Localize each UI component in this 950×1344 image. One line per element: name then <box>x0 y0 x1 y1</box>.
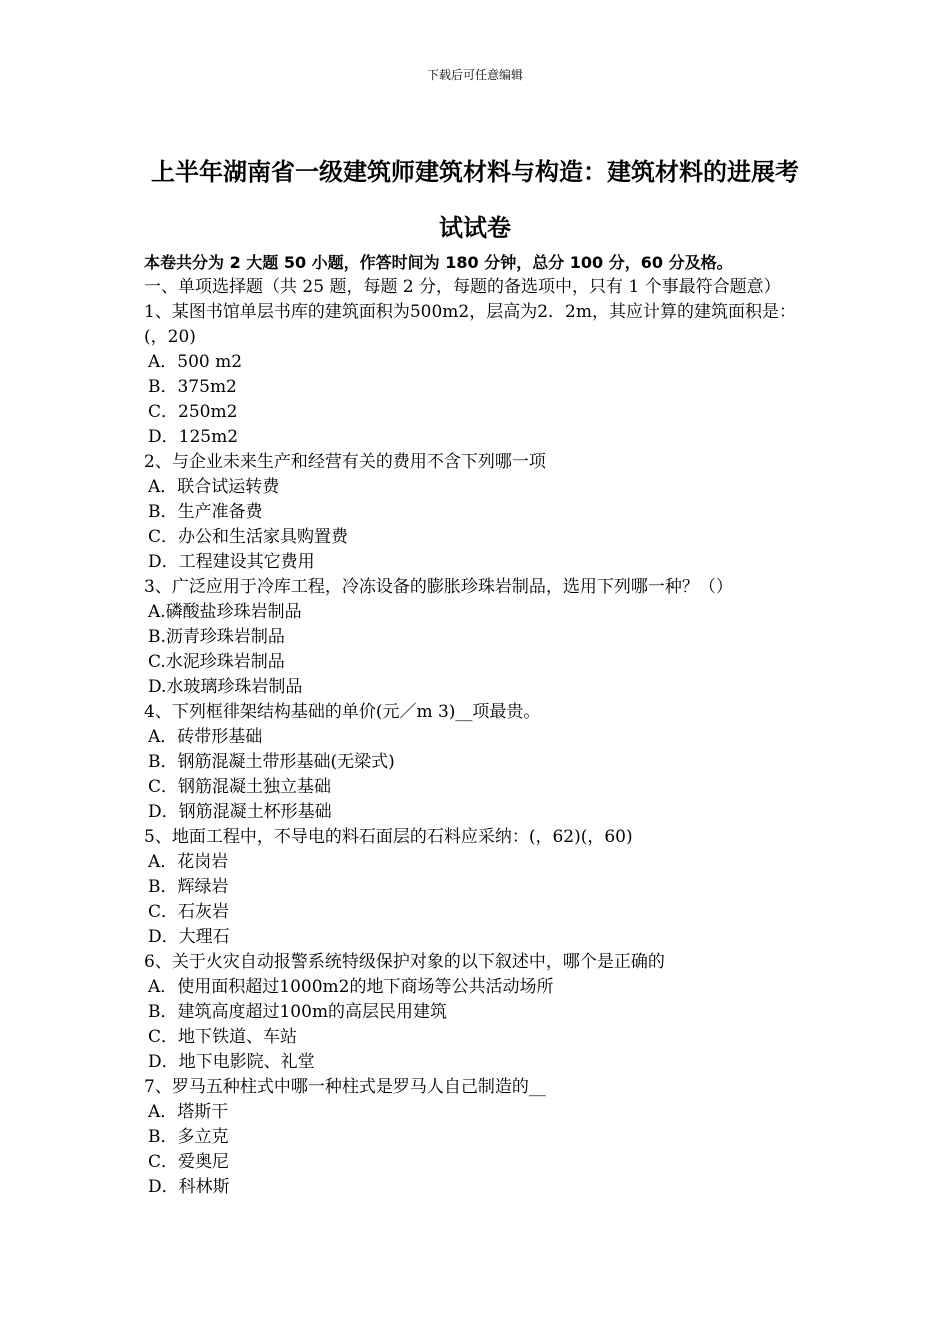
option-d: D.水玻璃珍珠岩制品 <box>148 677 303 697</box>
option-a: A．塔斯干 <box>148 1102 229 1122</box>
question-4 <box>144 700 809 825</box>
option-b: B.沥青珍珠岩制品 <box>148 627 285 647</box>
question-stem: 5、地面工程中，不导电的料石面层的石料应采纳：(，62)(，60) <box>144 827 633 847</box>
option-a: A．花岗岩 <box>148 852 229 872</box>
question-5 <box>144 825 809 950</box>
option-d: D．地下电影院、礼堂 <box>148 1052 315 1072</box>
option-b: B．钢筋混凝土带形基础(无梁式) <box>148 752 395 772</box>
option-b: B．生产准备费 <box>148 502 263 522</box>
option-b: B．辉绿岩 <box>148 877 229 897</box>
option-a: A.磷酸盐珍珠岩制品 <box>148 602 302 622</box>
question-1 <box>144 300 809 450</box>
option-a: A．使用面积超过1000m2的地下商场等公共活动场所 <box>148 977 554 997</box>
option-d: D．工程建设其它费用 <box>148 552 315 572</box>
option-c: C．办公和生活家具购置费 <box>148 527 349 547</box>
option-a: A．砖带形基础 <box>148 727 263 747</box>
question-2 <box>144 450 809 575</box>
exam-intro: 本卷共分为 2 大题 50 小题，作答时间为 180 分钟，总分 100 分，60 分及格。 <box>144 253 733 272</box>
section-heading: 一、单项选择题（共 25 题，每题 2 分，每题的备选项中，只有 1 个事最符合题意） <box>144 277 781 297</box>
option-c: C．爱奥尼 <box>148 1152 230 1172</box>
option-a: A．联合试运转费 <box>148 477 280 497</box>
option-c: C．地下铁道、车站 <box>148 1027 298 1047</box>
question-stem: 3、广泛应用于冷库工程，冷冻设备的膨胀珍珠岩制品，选用下列哪一种？（） <box>144 577 733 597</box>
option-b: B．多立克 <box>148 1127 229 1147</box>
question-6 <box>144 950 809 1075</box>
option-d: D．大理石 <box>148 927 230 947</box>
option-c: C．钢筋混凝土独立基础 <box>148 777 332 797</box>
option-d: D．125m2 <box>148 427 239 447</box>
option-a: A．500 m2 <box>148 352 243 372</box>
option-b: B．建筑高度超过100m的高层民用建筑 <box>148 1002 448 1022</box>
option-c: C.水泥珍珠岩制品 <box>148 652 285 672</box>
question-stem: 7、罗马五种柱式中哪一种柱式是罗马人自己制造的__ <box>144 1077 546 1097</box>
document-body <box>144 250 809 1200</box>
question-7 <box>144 1075 809 1200</box>
option-c: C．石灰岩 <box>148 902 230 922</box>
question-stem: 4、下列框徘架结构基础的单价(元／m 3)__项最贵。 <box>144 702 541 722</box>
option-d: D．科林斯 <box>148 1177 230 1197</box>
question-stem: 2、与企业未来生产和经营有关的费用不含下列哪一项 <box>144 452 546 472</box>
question-stem: 1、某图书馆单层书库的建筑面积为500m2，层高为2．2m，其应计算的建筑面积是：(，20) <box>144 302 796 347</box>
question-3 <box>144 575 809 700</box>
header-note: 下载后可任意编辑 <box>426 68 523 82</box>
option-d: D．钢筋混凝土杯形基础 <box>148 802 332 822</box>
option-c: C．250m2 <box>148 402 238 422</box>
option-b: B．375m2 <box>148 377 237 397</box>
question-stem: 6、关于火灾自动报警系统特级保护对象的以下叙述中，哪个是正确的 <box>144 952 665 972</box>
document-title: 上半年湖南省一级建筑师建筑材料与构造：建筑材料的进展考试试卷 <box>151 157 799 242</box>
